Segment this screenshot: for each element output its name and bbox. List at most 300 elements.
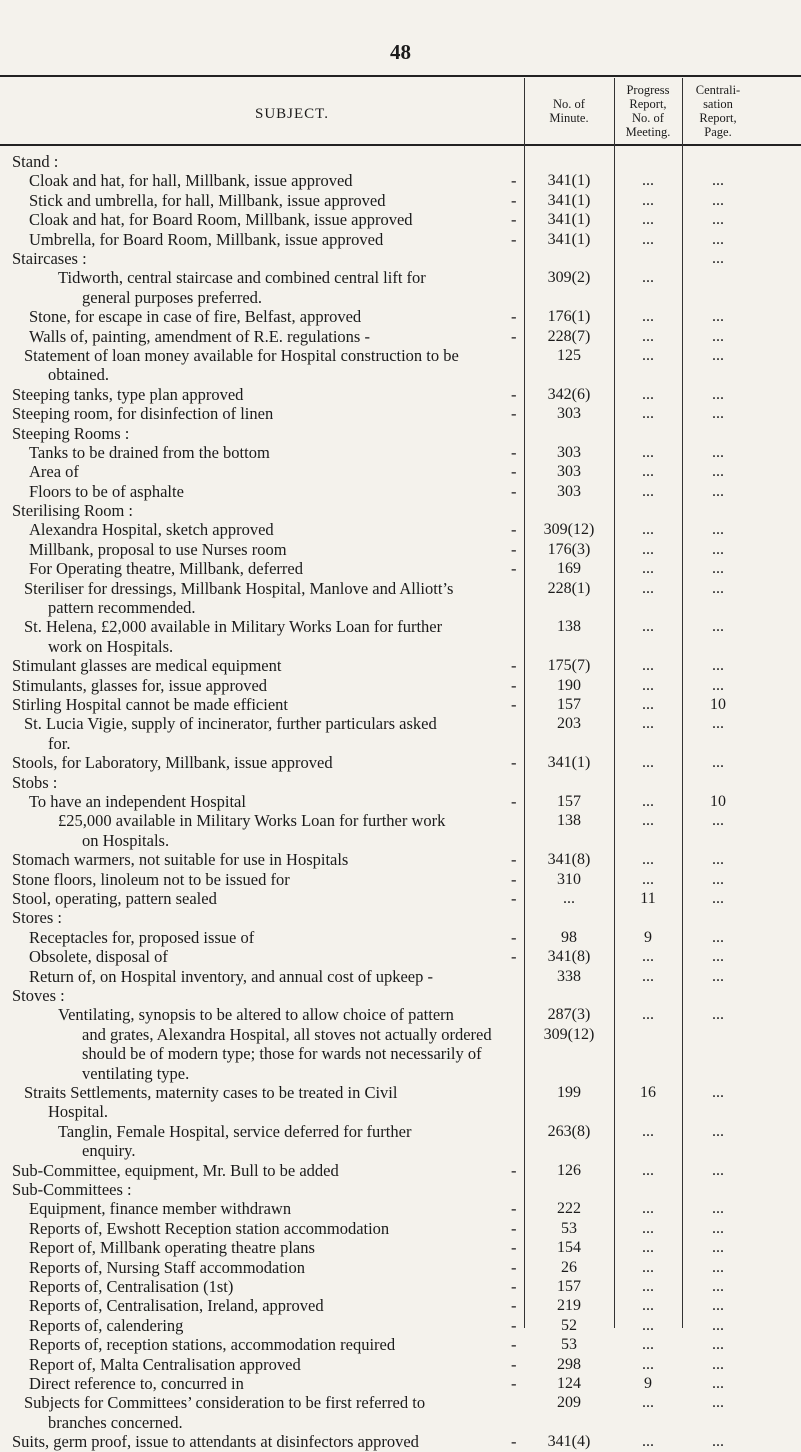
centralisation-cell: ... [712,346,724,364]
leader-dash: - [511,210,517,230]
subject-text [29,1355,301,1374]
subject-main: Reports of, Centralisation (1st) [29,1276,234,1296]
progress-cell: ... [642,191,654,209]
progress-cell: ... [642,346,654,364]
progress-cell: ... [642,308,654,326]
subject-continuation: Hospital. [48,1102,109,1122]
table-row [0,1432,801,1451]
progress-cell: ... [642,1297,654,1315]
leader-dash: - [511,753,517,773]
table-row [0,346,801,385]
subject-text [29,1005,538,1083]
minute-cell: 126 [557,1161,581,1179]
minute-cell: 190 [557,676,581,694]
table-row [0,268,801,307]
leader-dash: - [511,656,517,676]
subject-text [29,482,184,501]
leader-dash: - [511,850,517,870]
minute-cell: 52 [561,1316,577,1334]
index-table-body [0,152,801,1452]
subject-main: Report of, Malta Centralisation approved [29,1354,301,1374]
centralisation-cell: ... [712,579,724,597]
minute-cell: 157 [557,1277,581,1295]
progress-cell: ... [642,1316,654,1334]
progress-cell: ... [642,1277,654,1295]
leader-dash: - [511,1238,517,1258]
subject-main: Steeping Rooms : [12,423,130,443]
centralisation-cell: ... [712,1277,724,1295]
table-row [0,947,801,966]
subject-main: Tanglin, Female Hospital, service deferred for further [58,1121,412,1141]
table-row [0,559,801,578]
table-row [0,773,801,792]
progress-cell: ... [642,1006,654,1024]
subject-main: Steriliser for dressings, Millbank Hospital, Manlove and Alliott’s [24,578,454,598]
leader-dash: - [511,927,517,947]
progress-cell: ... [642,715,654,733]
subject-main: For Operating theatre, Millbank, deferred [29,559,303,579]
leader-dash: - [511,171,517,191]
minute-cell: 53 [561,1336,577,1354]
progress-cell: ... [642,579,654,597]
leader-dash: - [511,462,517,482]
leader-dash: - [511,947,517,967]
centralisation-cell: ... [712,308,724,326]
leader-dash: - [511,190,517,210]
table-row [0,1258,801,1277]
subject-main: Report of, Millbank operating theatre plans [29,1238,315,1258]
subject-main: Equipment, finance member withdrawn [29,1199,292,1219]
subject-main: Statement of loan money available for Hospital construction to be [24,345,459,365]
progress-cell: ... [642,172,654,190]
subject-main: Direct reference to, concurred in [29,1373,244,1393]
subject-text [12,346,524,385]
table-row [0,1296,801,1315]
subject-main: Sub-Committees : [12,1180,132,1200]
subject-text [29,327,370,346]
progress-cell: ... [642,405,654,423]
progress-cell: ... [642,521,654,539]
subject-main: Stick and umbrella, for hall, Millbank, issue approved [29,190,386,210]
subject-text [12,656,281,675]
centralisation-cell: ... [712,948,724,966]
progress-column-header [614,80,682,142]
subject-text [29,1122,538,1161]
minute-cell: 176(3) [547,540,591,558]
minute-cell: 263(8) [547,1122,591,1140]
subject-text [29,171,353,190]
subject-main: Stoves : [12,985,65,1005]
centralisation-cell: ... [712,928,724,946]
subject-text [29,792,246,811]
table-row [0,1122,801,1161]
subject-text [29,967,433,986]
leader-dash: - [511,869,517,889]
subject-main: Cloak and hat, for Board Room, Millbank, issue approved [29,210,413,230]
table-row [0,210,801,229]
minute-cell: 341(1) [547,754,591,772]
table-row [0,520,801,539]
leader-dash: - [511,442,517,462]
subject-main: Receptacles for, proposed issue of [29,927,255,947]
subject-main: Stobs : [12,772,58,792]
progress-cell: ... [642,1433,654,1451]
table-row [0,404,801,423]
subject-text [12,1161,339,1180]
minute-cell: 310 [557,870,581,888]
subject-main: To have an independent Hospital [29,792,246,812]
subject-main: Stimulants, glasses for, issue approved [12,675,268,695]
minute-cell: 53 [561,1219,577,1237]
subject-main: Reports of, Centralisation, Ireland, approved [29,1296,324,1316]
minute-cell: 341(8) [547,851,591,869]
subject-text [29,559,303,578]
subject-text [29,443,270,462]
subject-main: Reports of, Nursing Staff accommodation [29,1257,306,1277]
minute-cell: 341(1) [547,211,591,229]
centralisation-cell: ... [712,1374,724,1392]
centralisation-cell: 10 [710,793,726,811]
leader-dash: - [511,1432,517,1452]
leader-dash: - [511,481,517,501]
minute-cell: 219 [557,1297,581,1315]
table-row [0,1199,801,1218]
subject-text [12,695,288,714]
table-header [0,78,801,142]
subject-text [12,424,129,443]
leader-dash: - [511,1335,517,1355]
subject-text [12,889,217,908]
progress-cell: 9 [644,928,652,946]
progress-cell: ... [642,1200,654,1218]
subject-main: Straits Settlements, maternity cases to be treated in Civil [24,1083,398,1102]
table-row [0,714,801,753]
minute-cell: 175(7) [547,657,591,675]
subject-text [12,249,87,268]
subject-text [12,385,243,404]
table-row [0,327,801,346]
subject-text [12,1180,132,1199]
subject-text [12,617,524,656]
leader-dash: - [511,792,517,812]
leader-dash: - [511,307,517,327]
subject-text [29,1238,315,1257]
subject-text [12,753,333,772]
subject-main: St. Lucia Vigie, supply of incinerator, further particulars asked [24,714,437,734]
table-row [0,540,801,559]
subject-column-header: SUBJECT. [255,106,329,122]
table-row [0,967,801,986]
table-row [0,617,801,656]
table-row [0,753,801,772]
minute-cell: 169 [557,560,581,578]
minute-cell: 341(4) [547,1433,591,1451]
minute-cell: 124 [557,1374,581,1392]
centralisation-cell: ... [712,1200,724,1218]
table-row [0,1161,801,1180]
subject-text [29,1199,291,1218]
table-row [0,1005,801,1083]
centralisation-cell: ... [712,540,724,558]
centralisation-cell: ... [712,967,724,985]
progress-cell: ... [642,385,654,403]
subject-main: Reports of, calendering [29,1315,184,1335]
progress-cell: ... [642,967,654,985]
minute-cell: 228(1) [547,579,591,597]
minute-cell: 303 [557,482,581,500]
subject-text [29,1258,305,1277]
subject-main: Stimulant glasses are medical equipment [12,656,282,676]
table-row [0,1355,801,1374]
subject-text [12,1432,419,1451]
leader-dash: - [511,695,517,715]
subject-text [29,540,287,559]
subject-text [29,462,79,481]
progress-cell: ... [642,812,654,830]
table-row [0,1277,801,1296]
progress-cell: ... [642,754,654,772]
subject-text [29,1219,389,1238]
table-row [0,249,801,268]
minute-cell: 341(1) [547,191,591,209]
progress-header-text: Progress Report, No. of Meeting. [625,83,671,139]
minute-cell: 228(7) [547,327,591,345]
minute-cell: 138 [557,812,581,830]
centralisation-cell: ... [712,715,724,733]
subject-main: Alexandra Hospital, sketch approved [29,520,274,540]
leader-dash: - [511,1199,517,1219]
subject-text [29,1335,395,1354]
subject-main: Tanks to be drained from the bottom [29,442,270,462]
table-row [0,1083,801,1122]
leader-dash: - [511,229,517,249]
subject-main: Ventilating, synopsis to be altered to allow choice of pattern [58,1005,454,1025]
subject-main: Stone floors, linoleum not to be issued for [12,869,290,889]
centralisation-cell: ... [712,443,724,461]
minute-cell: 303 [557,443,581,461]
table-row [0,1219,801,1238]
subject-main: Tidworth, central staircase and combined central lift for [58,268,426,288]
table-row [0,501,801,520]
centralisation-cell: ... [712,1006,724,1024]
centralisation-cell: ... [712,385,724,403]
centralisation-cell: ... [712,890,724,908]
minute-cell: 303 [557,405,581,423]
progress-cell: 9 [644,1374,652,1392]
subject-text [29,1316,183,1335]
centralisation-cell: ... [712,482,724,500]
progress-cell: ... [642,1394,654,1412]
page-number: 48 [390,40,411,64]
table-row [0,443,801,462]
table-row [0,424,801,443]
minute-cell: 157 [557,793,581,811]
subject-main: Stand : [12,152,59,171]
subject-main: Steeping room, for disinfection of linen [12,404,274,424]
subject-main: Area of [29,462,79,482]
minute-cell: 341(1) [547,172,591,190]
table-row [0,695,801,714]
table-row [0,230,801,249]
progress-cell: ... [642,793,654,811]
subject-text [12,714,524,753]
minute-cell: ... [563,890,575,908]
leader-dash: - [511,1354,517,1374]
leader-dash: - [511,539,517,559]
centralisation-cell: ... [712,405,724,423]
subject-continuation: and grates, Alexandra Hospital, all stoves not actually ordered should be of modern type; those for wards not necessarily of ventilating type. [82,1024,492,1083]
progress-cell: ... [642,618,654,636]
minute-cell: 342(6) [547,385,591,403]
centralisation-cell: ... [712,211,724,229]
subject-main: Suits, germ proof, issue to attendants at disinfectors approved [12,1432,419,1452]
table-row [0,307,801,326]
leader-dash: - [511,889,517,909]
table-row [0,792,801,811]
minute-column-header [524,80,614,142]
progress-cell: ... [642,696,654,714]
table-row [0,811,801,850]
subject-main: Reports of, reception stations, accommodation required [29,1335,396,1355]
table-row [0,928,801,947]
progress-cell: ... [642,1239,654,1257]
progress-cell: ... [642,211,654,229]
header-rule [0,144,801,146]
minute-cell: 341(1) [547,230,591,248]
table-row [0,1238,801,1257]
table-row [0,482,801,501]
subject-main: Stools, for Laboratory, Millbank, issue approved [12,753,333,773]
table-row [0,1374,801,1393]
centralisation-cell: ... [712,851,724,869]
subject-text [12,986,65,1005]
table-row [0,579,801,618]
progress-cell: ... [642,1122,654,1140]
subject-main: Subjects for Committees’ consideration to be first referred to [24,1393,426,1413]
progress-cell: ... [642,230,654,248]
leader-dash: - [511,384,517,404]
centralisation-column-header [682,80,754,142]
centralisation-cell: ... [712,657,724,675]
centralisation-cell: ... [712,1258,724,1276]
progress-cell: ... [642,540,654,558]
centralisation-cell: ... [712,1394,724,1412]
subject-main: Walls of, painting, amendment of R.E. regulations - [29,326,370,346]
subject-text [12,1083,524,1122]
progress-cell: 11 [640,890,656,908]
progress-cell: ... [642,482,654,500]
leader-dash: - [511,675,517,695]
minute-cell: 287(3) [547,1006,591,1024]
minute-cell: 303 [557,463,581,481]
progress-cell: ... [642,870,654,888]
minute-cell: 309(2) [547,269,591,287]
subject-main: Stirling Hospital cannot be made efficient [12,695,288,715]
leader-dash: - [511,1257,517,1277]
centralisation-cell: ... [712,870,724,888]
subject-text [29,268,538,307]
progress-cell: ... [642,676,654,694]
leader-dash: - [511,1296,517,1316]
subject-text [29,928,254,947]
table-row [0,385,801,404]
progress-cell: ... [642,1336,654,1354]
centralisation-cell: ... [712,1122,724,1140]
progress-cell: ... [642,1258,654,1276]
centralisation-cell: ... [712,560,724,578]
subject-text [29,307,361,326]
minute-cell: 138 [557,618,581,636]
top-rule [0,75,801,77]
minute-cell: 125 [557,346,581,364]
leader-dash: - [511,559,517,579]
centralisation-cell: ... [712,1084,724,1101]
subject-continuation: general purposes preferred. [82,287,263,307]
table-row [0,152,801,171]
subject-text [29,520,274,539]
subject-main: Return of, on Hospital inventory, and annual cost of upkeep - [29,966,434,986]
centralisation-header-text: Centrali- sation Report, Page. [695,83,741,139]
subject-main: Umbrella, for Board Room, Millbank, issue approved [29,229,384,249]
subject-text [29,811,538,850]
minute-cell: 199 [557,1084,581,1101]
subject-continuation: branches concerned. [48,1412,183,1432]
progress-cell: ... [642,269,654,287]
progress-cell: ... [642,851,654,869]
leader-dash: - [511,326,517,346]
table-row [0,870,801,889]
centralisation-cell: ... [712,812,724,830]
subject-text [29,230,383,249]
subject-text [29,1296,324,1315]
subject-text [12,404,273,423]
table-row [0,908,801,927]
minute-cell: 298 [557,1355,581,1373]
subject-main: Stores : [12,908,62,928]
table-row [0,171,801,190]
minute-cell: 222 [557,1200,581,1218]
subject-text [29,947,168,966]
centralisation-cell: ... [712,327,724,345]
minute-cell: 309(12) [543,521,595,539]
leader-dash: - [511,1160,517,1180]
centralisation-cell: ... [712,463,724,481]
table-row [0,462,801,481]
centralisation-cell: ... [712,1316,724,1334]
minute-header-text: No. of Minute. [549,97,589,125]
minute-cell: 157 [557,696,581,714]
subject-text [12,501,133,520]
subject-continuation: for. [48,733,71,753]
minute-cell: 341(8) [547,948,591,966]
minute-cell: 154 [557,1239,581,1257]
subject-main: Reports of, Ewshott Reception station accommodation [29,1218,390,1238]
centralisation-cell: ... [712,676,724,694]
progress-cell: ... [642,1161,654,1179]
leader-dash: - [511,520,517,540]
progress-cell: ... [642,948,654,966]
table-row [0,986,801,1005]
table-row [0,1180,801,1199]
subject-main: Stool, operating, pattern sealed [12,889,217,909]
leader-dash: - [511,1373,517,1393]
centralisation-cell: ... [712,1355,724,1373]
table-row [0,889,801,908]
subject-main: Sub-Committee, equipment, Mr. Bull to be added [12,1160,339,1180]
leader-dash: - [511,1276,517,1296]
subject-text [12,152,58,171]
table-row [0,850,801,869]
